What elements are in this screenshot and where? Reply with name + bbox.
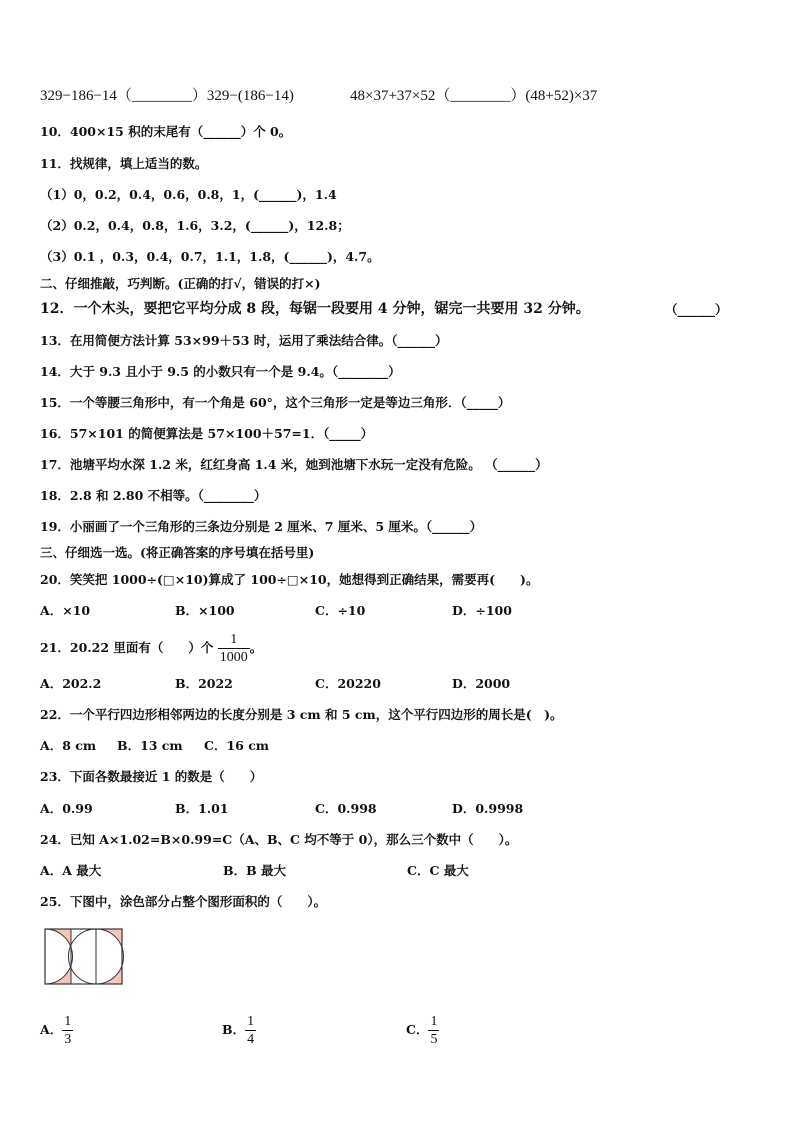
question-21-stem-text: 21．20.22 里面有（ ）个 — [40, 640, 214, 655]
question-25-option-b-numerator: 1 — [247, 1013, 255, 1029]
question-25-option-c-numerator: 1 — [430, 1013, 438, 1029]
question-21-option-c: C．20220 — [315, 676, 381, 691]
question-23-option-b: B．1.01 — [175, 801, 229, 816]
question-22-stem: 22．一个平行四边形相邻两边的长度分别是 3 cm 和 5 cm，这个平行四边形的周长是( )。 — [40, 707, 563, 722]
question-25-option-a-numerator: 1 — [64, 1013, 72, 1029]
question-20-option-a: A．×10 — [40, 603, 91, 618]
question-25-option-a-label: A． — [40, 1022, 63, 1037]
question-20-option-d: D．÷100 — [452, 603, 512, 618]
question-23-option-a: A．0.99 — [40, 801, 93, 816]
section-2-heading: 二、仔细推敲，巧判断。(正确的打√，错误的打×) — [40, 276, 321, 291]
question-17: 17．池塘平均水深 1.2 米，红红身高 1.4 米，她到池塘下水玩一定没有危险。 （______） — [40, 457, 548, 472]
question-24-option-c: C．C 最大 — [407, 863, 469, 878]
question-24-option-b: B．B 最大 — [223, 863, 286, 878]
question-21-option-b: B．2022 — [175, 676, 233, 691]
question-25-option-b-label: B． — [222, 1022, 246, 1037]
question-25-stem: 25．下图中，涂色部分占整个图形面积的（ ）。 — [40, 894, 327, 909]
question-11-stem: 11．找规律，填上适当的数。 — [40, 156, 208, 171]
question-18: 18．2.8 和 2.80 不相等。（________） — [40, 488, 267, 503]
question-21-option-d: D．2000 — [452, 676, 511, 691]
question-24-stem: 24．已知 A×1.02=B×0.99=C（A、B、C 均不等于 0），那么三个数中（ ）。 — [40, 832, 518, 847]
question-23-option-d: D．0.9998 — [452, 801, 524, 816]
section-3-heading: 三、仔细选一选。(将正确答案的序号填在括号里) — [40, 545, 315, 560]
question-11-part-3: （3）0.1 ，0.3，0.4，0.7，1.1，1.8，(______)，4.7。 — [40, 249, 380, 264]
question-24-option-a: A．A 最大 — [40, 863, 102, 878]
question-22-option-c: C．16 cm — [204, 738, 270, 753]
question-15: 15．一个等腰三角形中，有一个角是 60°，这个三角形一定是等边三角形．（_____） — [40, 395, 511, 410]
question-25-option-c — [406, 1010, 439, 1050]
question-21-option-a: A．202.2 — [40, 676, 102, 691]
question-22-option-a: A．8 cm — [40, 738, 97, 753]
question-12-blank: （______） — [665, 302, 728, 317]
question-21-fraction-numerator: 1 — [218, 632, 250, 649]
question-20-stem: 20．笑笑把 1000÷(□×10)算成了 100÷□×10，她想得到正确结果，需要再( )。 — [40, 572, 539, 587]
question-21-stem — [40, 630, 262, 666]
question-11-part-2: （2）0.2，0.4，0.8，1.6，3.2，(______)，12.8； — [40, 218, 350, 233]
question-11-part-1: （1）0，0.2，0.4，0.6，0.8，1，(______)，1.4 — [40, 187, 337, 202]
question-25-option-c-denominator: 5 — [430, 1031, 438, 1047]
q9-left-expression: 329−186−14（________）329−(186−14) — [40, 88, 294, 104]
question-21-fraction-denominator: 1000 — [219, 649, 248, 665]
question-16: 16．57×101 的简便算法是 57×100＋57=1．（_____） — [40, 426, 374, 441]
question-10: 10．400×15 积的末尾有（______）个 0。 — [40, 124, 292, 139]
question-25-option-b — [222, 1010, 256, 1050]
question-13: 13．在用简便方法计算 53×99＋53 时，运用了乘法结合律。（______） — [40, 333, 448, 348]
question-19: 19．小丽画了一个三角形的三条边分别是 2 厘米、7 厘米、5 厘米。（______） — [40, 519, 483, 534]
question-12: 12．一个木头，要把它平均分成 8 段，每锯一段要用 4 分钟，锯完一共要用 32 分钟。 — [40, 301, 590, 317]
question-23-stem: 23．下面各数最接近 1 的数是（ ） — [40, 769, 263, 784]
question-20-option-c: C．÷10 — [315, 603, 366, 618]
question-25-option-b-denominator: 4 — [247, 1031, 255, 1047]
question-14: 14．大于 9.3 且小于 9.5 的小数只有一个是 9.4。（________） — [40, 364, 401, 379]
question-23-option-c: C．0.998 — [315, 801, 377, 816]
question-25-figure — [44, 928, 124, 986]
question-25-option-a — [40, 1010, 73, 1050]
question-22-option-b: B．13 cm — [117, 738, 183, 753]
q9-right-expression: 48×37+37×52（________）(48+52)×37 — [350, 88, 598, 104]
question-25-option-c-label: C． — [406, 1022, 429, 1037]
question-20-option-b: B．×100 — [175, 603, 235, 618]
question-21-fraction — [218, 632, 250, 666]
question-25-option-a-denominator: 3 — [64, 1031, 72, 1047]
question-21-stem-end: 。 — [249, 640, 263, 655]
